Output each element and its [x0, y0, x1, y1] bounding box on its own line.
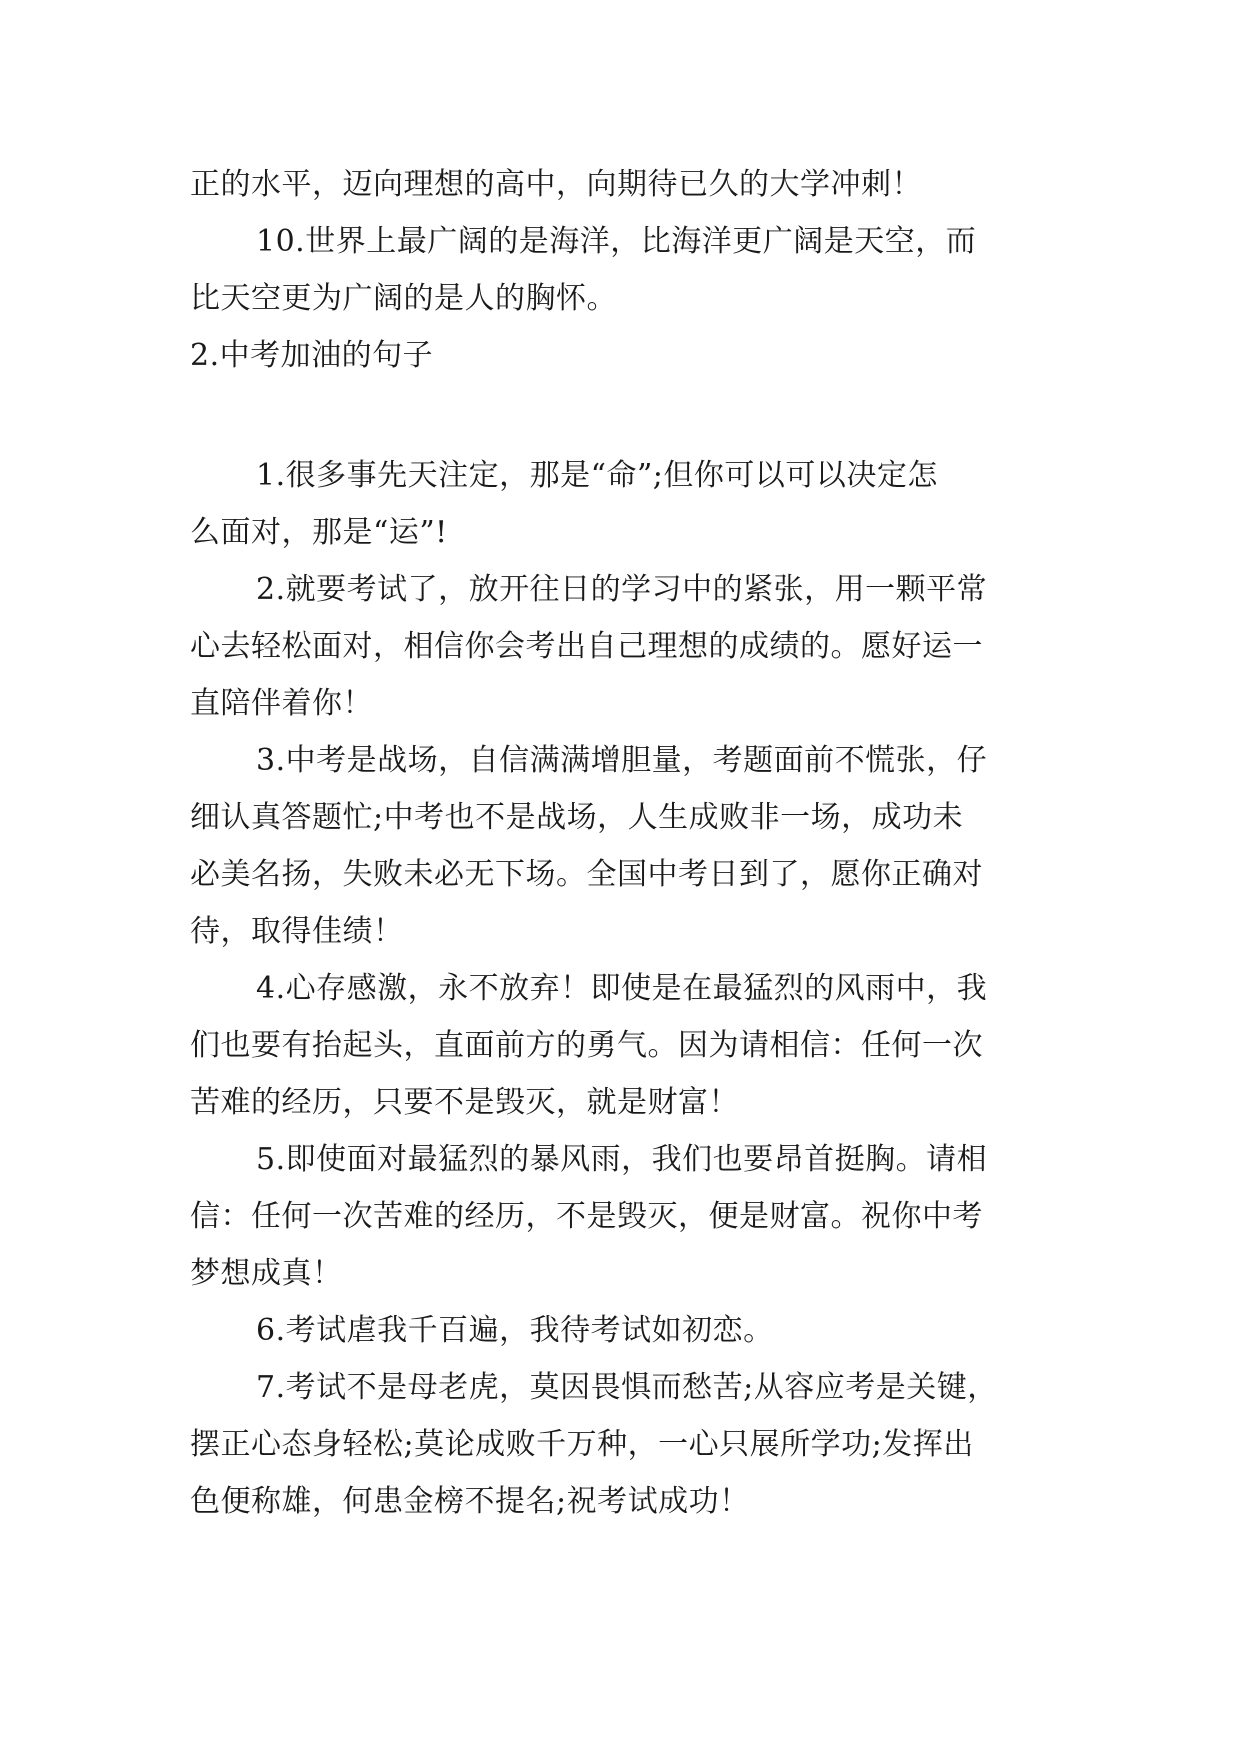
- text-line: 梦想成真！: [190, 1256, 343, 1291]
- paragraph-item-5: [190, 1131, 1058, 1302]
- text-line: 苦难的经历，只要不是毁灭，就是财富！: [190, 1085, 739, 1120]
- paragraph-item-4: [190, 960, 1058, 1131]
- paragraph-item-10: [190, 213, 1058, 327]
- text-line: 必美名扬，失败未必无下场。全国中考日到了，愿你正确对: [190, 857, 983, 892]
- text-line: 5.即使面对最猛烈的暴风雨，我们也要昂首挺胸。请相: [256, 1142, 988, 1177]
- document-body: [190, 156, 1058, 1530]
- text-line: 正的水平，迈向理想的高中，向期待已久的大学冲刺！: [190, 167, 922, 202]
- text-line: 信：任何一次苦难的经历，不是毁灭，便是财富。祝你中考: [190, 1199, 983, 1234]
- text-line: 待，取得佳绩！: [190, 914, 404, 949]
- text-line: 3.中考是战场，自信满满增胆量，考题面前不慌张，仔: [256, 743, 988, 778]
- section-heading: [190, 327, 1058, 384]
- heading-text: 2.中考加油的句子: [190, 338, 434, 373]
- text-line: 们也要有抬起头，直面前方的勇气。因为请相信：任何一次: [190, 1028, 983, 1063]
- text-line: 摆正心态身轻松;莫论成败千万种，一心只展所学功;发挥出: [190, 1427, 974, 1462]
- text-line: 心去轻松面对，相信你会考出自己理想的成绩的。愿好运一: [190, 629, 983, 664]
- paragraph-item-7: [190, 1359, 1058, 1530]
- paragraph-item-1: [190, 447, 1058, 561]
- text-line: 细认真答题忙;中考也不是战场，人生成败非一场，成功未: [190, 800, 964, 835]
- text-line: 1.很多事先天注定，那是“命”;但你可以可以决定怎: [256, 458, 938, 493]
- text-line: 7.考试不是母老虎，莫因畏惧而愁苦;从容应考是关键，: [256, 1370, 998, 1405]
- text-line: 10.世界上最广阔的是海洋，比海洋更广阔是天空，而: [256, 224, 977, 259]
- text-line: 4.心存感激，永不放弃！即使是在最猛烈的风雨中，我: [256, 971, 988, 1006]
- paragraph-item-3: [190, 732, 1058, 960]
- text-line: 色便称雄，何患金榜不提名;祝考试成功！: [190, 1484, 750, 1519]
- text-line: 2.就要考试了，放开往日的学习中的紧张，用一颗平常: [256, 572, 988, 607]
- text-line: 么面对，那是“运”!: [190, 515, 448, 550]
- paragraph-continuation: [190, 156, 1058, 213]
- paragraph-item-6: [190, 1302, 1058, 1359]
- text-line: 直陪伴着你！: [190, 686, 373, 721]
- blank-spacer: [190, 384, 1058, 447]
- paragraph-item-2: [190, 561, 1058, 732]
- text-line: 比天空更为广阔的是人的胸怀。: [190, 281, 617, 316]
- text-line: 6.考试虐我千百遍，我待考试如初恋。: [256, 1313, 774, 1348]
